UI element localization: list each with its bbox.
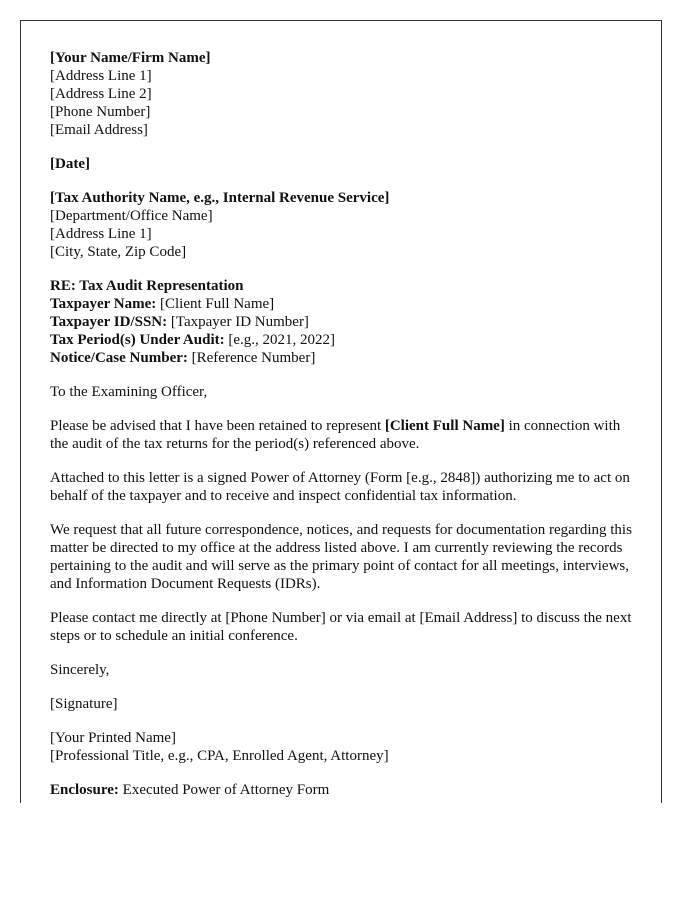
body-text: in connection with the audit of the tax returns for the period(s) referenced above. [50, 418, 621, 452]
sender-name: [Your Name/Firm Name] [50, 50, 211, 66]
body-text: Please be advised that I have been retained to represent [50, 418, 385, 434]
professional-title: [Professional Title, e.g., CPA, Enrolled Agent, Attorney] [50, 748, 389, 764]
body-paragraph-3: We request that all future correspondence, notices, and requests for documentation regarding this matter be directed to my office at the address listed above. I am currently reviewing the records pertaining to the audit and will serve as the primary point of contact for all meetings, interviews, and Information Document Requests (IDRs). [50, 522, 632, 592]
date-block [50, 155, 632, 173]
body-paragraph-2: Attached to this letter is a signed Power of Attorney (Form [e.g., 2848]) authorizing me to act on behalf of the taxpayer and to receive and inspect confidential tax information. [50, 470, 630, 504]
salutation: To the Examining Officer, [50, 384, 208, 400]
re-value: [Client Full Name] [156, 296, 275, 312]
re-value: [Reference Number] [187, 350, 316, 366]
date: [Date] [50, 156, 90, 172]
body-paragraph-1 [50, 417, 632, 453]
recipient-address-1: [Address Line 1] [50, 226, 152, 242]
re-label: Taxpayer ID/SSN: [50, 314, 168, 330]
sender-phone: [Phone Number] [50, 104, 151, 120]
recipient-name: [Tax Authority Name, e.g., Internal Revenue Service] [50, 190, 390, 206]
re-label: Notice/Case Number: [50, 350, 188, 366]
enclosure [50, 781, 632, 799]
enclosure-label: Enclosure: [50, 782, 119, 798]
client-name: [Client Full Name] [384, 418, 505, 434]
sender-address-2: [Address Line 2] [50, 86, 152, 102]
recipient-department: [Department/Office Name] [50, 208, 213, 224]
re-subject: RE: Tax Audit Representation [50, 278, 244, 294]
sender-address-1: [Address Line 1] [50, 68, 152, 84]
closing: Sincerely, [50, 662, 110, 678]
recipient-city: [City, State, Zip Code] [50, 244, 187, 260]
enclosure-value: Executed Power of Attorney Form [118, 782, 330, 798]
re-value: [e.g., 2021, 2022] [224, 332, 336, 348]
re-block [50, 277, 632, 367]
letter-page [20, 20, 662, 803]
re-label: Taxpayer Name: [50, 296, 157, 312]
printed-name: [Your Printed Name] [50, 730, 176, 746]
sender-email: [Email Address] [50, 122, 148, 138]
body-paragraph-4: Please contact me directly at [Phone Number] or via email at [Email Address] to discuss the next steps or to schedule an initial conference. [50, 610, 632, 644]
signature: [Signature] [50, 696, 118, 712]
signer-block [50, 729, 632, 765]
recipient-block [50, 189, 632, 261]
sender-block [50, 49, 632, 139]
re-value: [Taxpayer ID Number] [167, 314, 309, 330]
re-label: Tax Period(s) Under Audit: [50, 332, 225, 348]
